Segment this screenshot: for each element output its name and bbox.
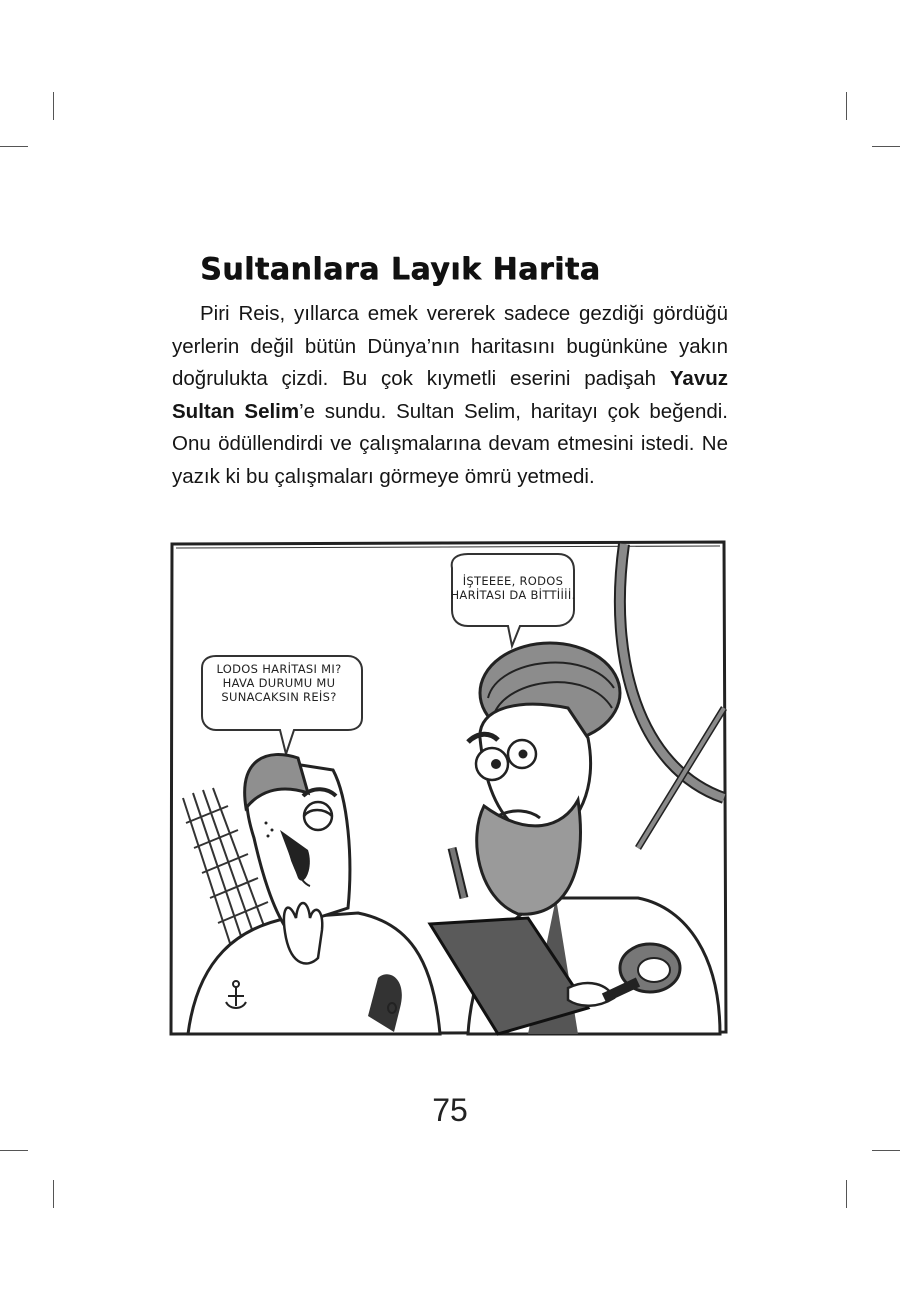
paragraph-bold-name: Yavuz Sultan Selim <box>172 367 728 423</box>
speech-bubble-sailor: LODOS HARİTASI MI? HAVA DURUMU MU SUNACAKSIN REİS? <box>216 662 342 704</box>
body-paragraph <box>172 298 728 493</box>
crop-mark <box>0 1150 28 1151</box>
speech-bubble-scholar: İŞTEEEE, RODOS HARİTASI DA BİTTİİİİ. <box>450 574 576 602</box>
crop-mark <box>872 1150 900 1151</box>
crop-mark <box>846 92 847 120</box>
crop-mark <box>872 146 900 147</box>
crop-mark <box>53 92 54 120</box>
comic-illustration <box>168 538 728 1038</box>
crop-mark <box>846 1180 847 1208</box>
crop-mark <box>0 146 28 147</box>
page-number: 75 <box>432 1092 468 1128</box>
section-heading: Sultanlara Layık Harita <box>200 252 601 287</box>
crop-mark <box>53 1180 54 1208</box>
paragraph-text-1: Piri Reis, yıllarca emek vererek sadece gezdiği gördüğü yerlerin değil bütün Dünya’nın haritasını bugünküne yakın doğrulukta çizdi. Bu çok kıymetli eserini padişah <box>172 302 728 390</box>
paragraph-text-2: ’e sundu. Sultan Selim, haritayı çok beğendi. Onu ödüllendirdi ve çalışmalarına devam etmesini istedi. Ne yazık ki bu çalışmaları görmeye ömrü yetmedi. <box>172 399 729 488</box>
comic-panel <box>168 538 728 1038</box>
